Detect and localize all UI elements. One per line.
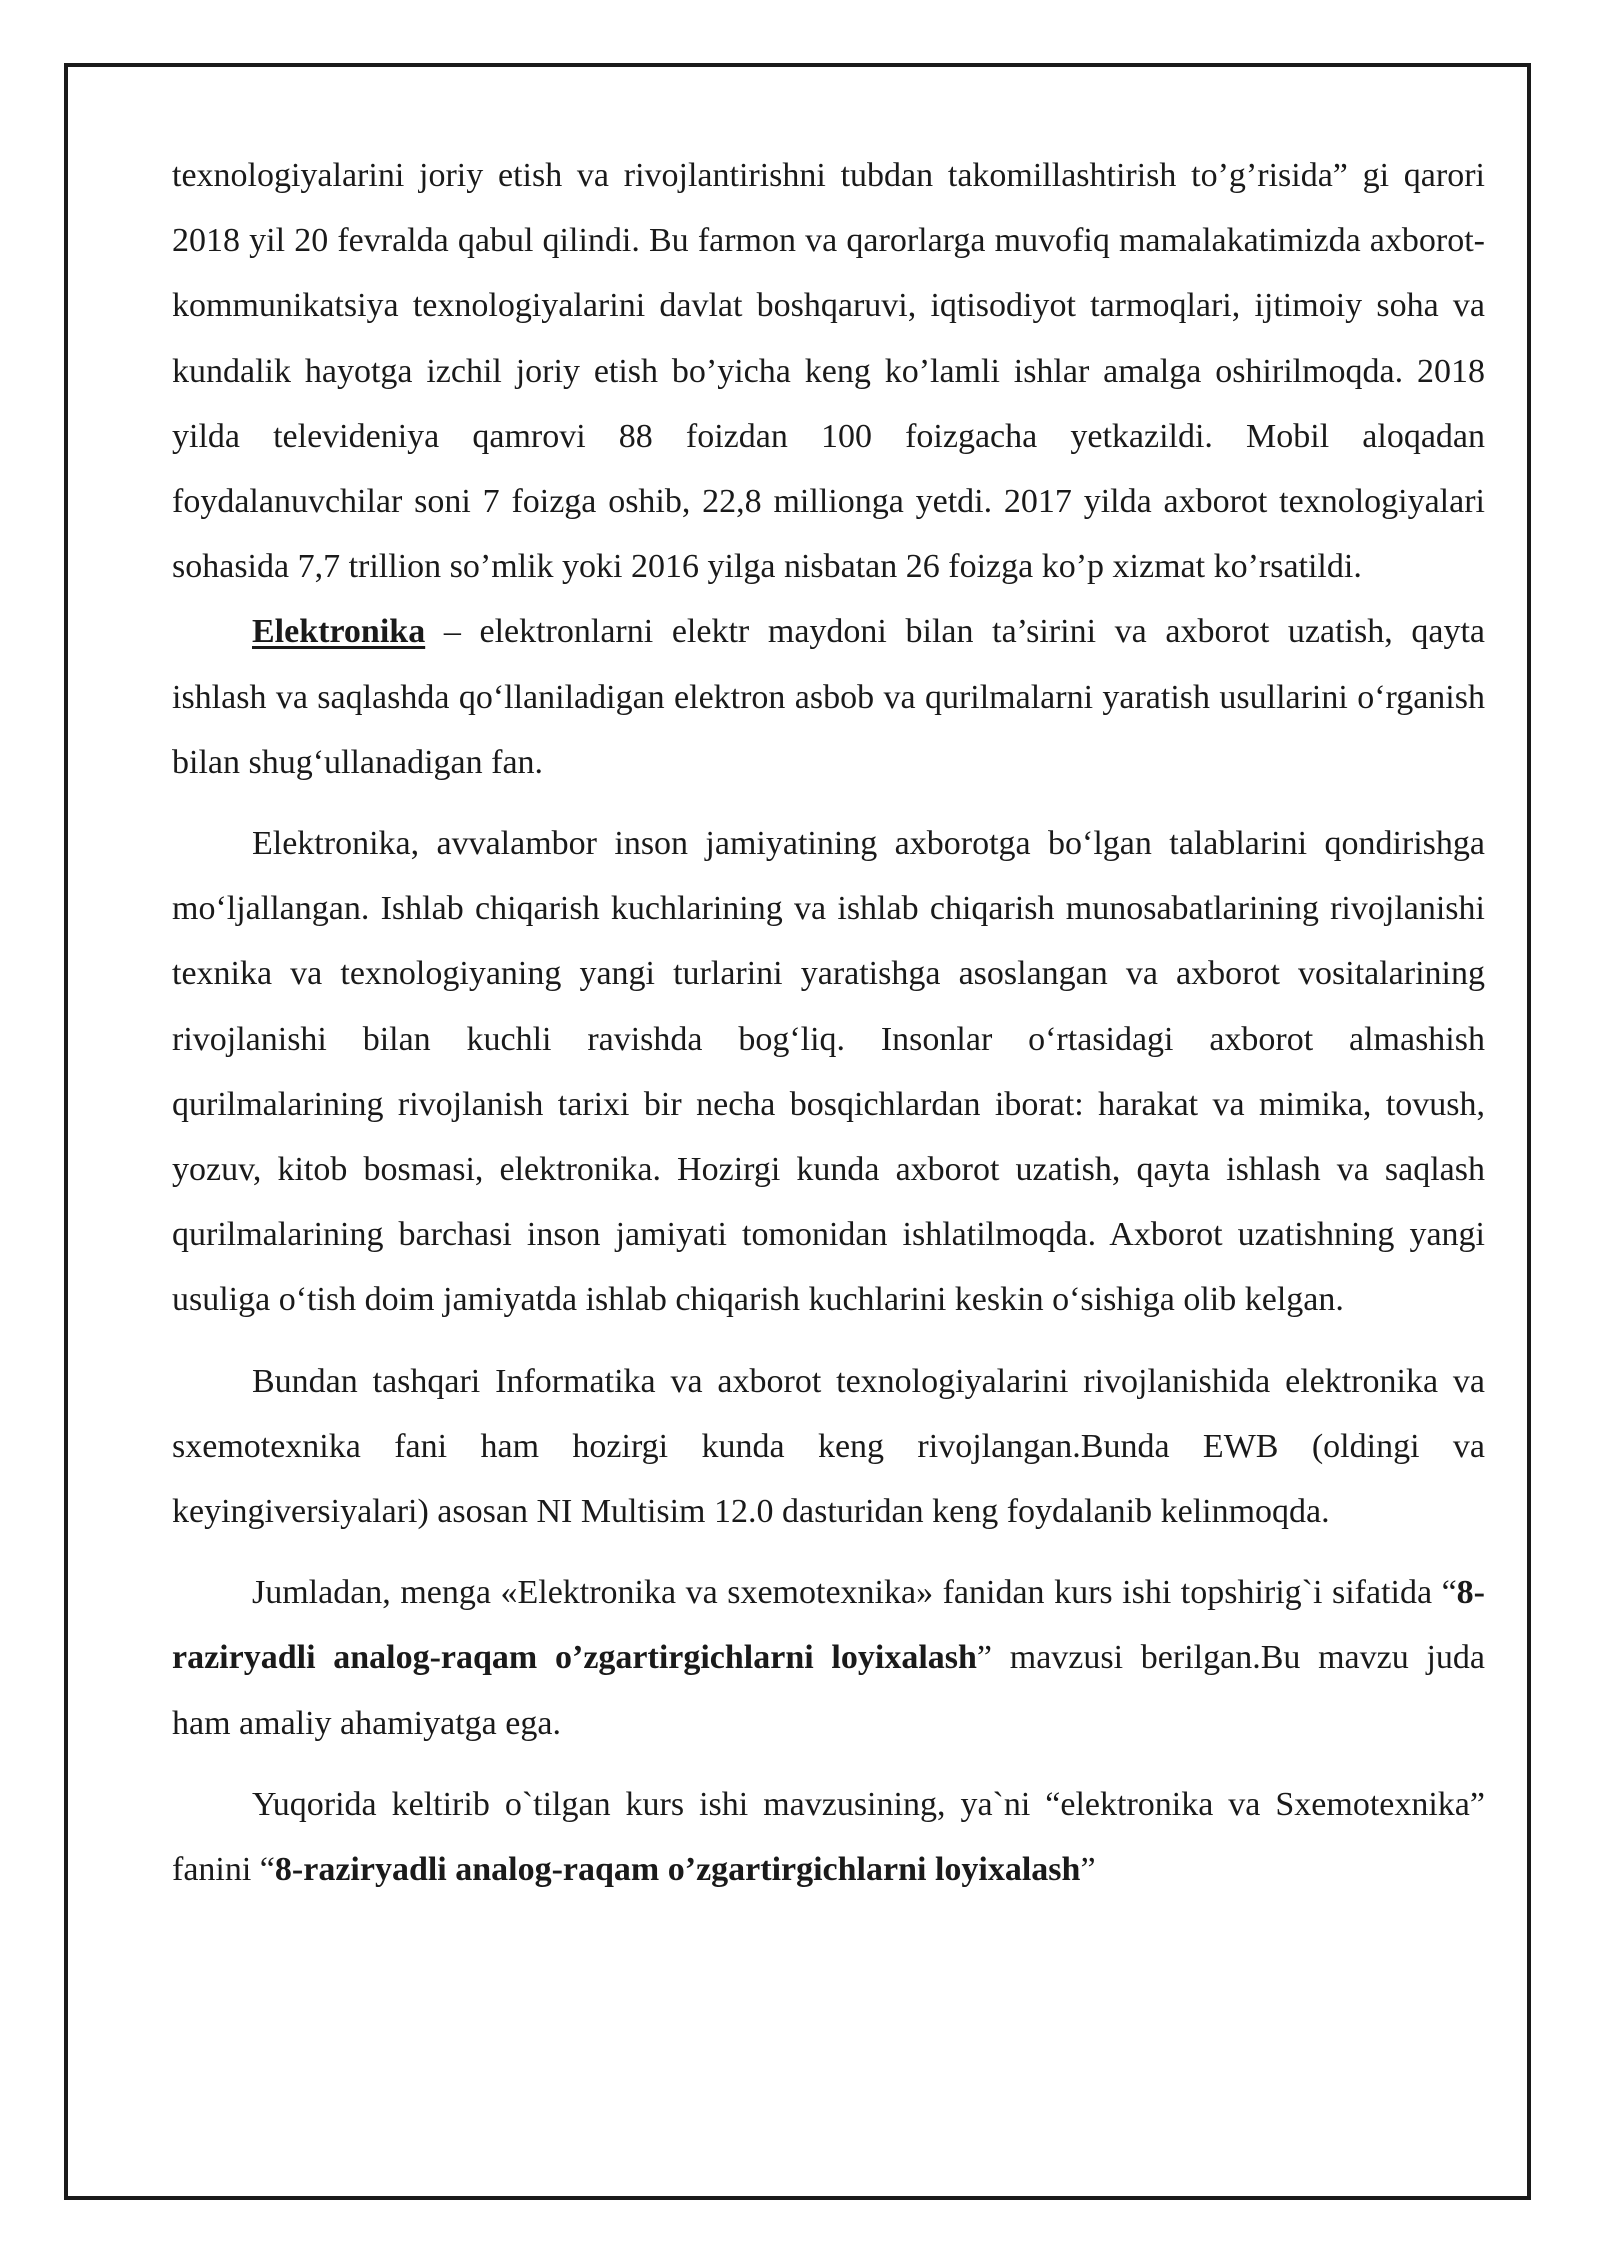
paragraph-intro-text: texnologiyalarini joriy etish va rivojlantirishni tubdan takomillashtirish to’g’risida” gi qarori 2018 yil 20 fevralda qabul qilindi. Bu farmon va qarorlarga muvofiq mamalakatimizda axborot-kommunikatsiya texnologiyalarini davlat boshqaruvi, iqtisodiyot tarmoqlari, ijtimoiy soha va kundalik hayotga izchil joriy etish bo’yicha keng ko’lamli ishlar amalga oshirilmoqda. 2018 yilda televideniya qamrovi 88 foizdan 100 foizgacha yetkazildi. Mobil aloqadan foydalanuvchilar soni 7 foizga oshib, 22,8 millionga yetdi. 2017 yilda axborot texnologiyalari sohasida 7,7 trillion so’mlik yoki 2016 yilga nisbatan 26 foizga ko’p xizmat ko’rsatildi. [172,157,1485,586]
paragraph-definition [172,599,1485,795]
paragraph-software-text: Bundan tashqari Informatika va axborot texnologiyalarini rivojlanishida elektronika va sxemotexnika fani ham hozirgi kunda keng rivojlangan.Bunda EWB (oldingi va keyingiversiyalari) asosan NI Multisim 12.0 dasturidan keng foydalanib kelinmoqda. [172,1362,1485,1531]
assignment-topic: 8-raziryadli analog-raqam o’zgartirgichlarni loyixalash [172,1574,1485,1677]
document-body [172,143,1485,1902]
paragraph-purpose-text: Elektronika, avvalambor inson jamiyatining axborotga bo‘lgan talablarini qondirishga mo‘ljallangan. Ishlab chiqarish kuchlarining va ishlab chiqarish munosabatlarining rivojlanishi texnika va texnologiyaning yangi turlarini yaratishga asoslangan va axborot vositalarining rivojlanishi bilan kuchli ravishda bog‘liq. Insonlar o‘rtasidagi axborot almashish qurilmalarining rivojlanish tarixi bir necha bosqichlardan iborat: harakat va mimika, tovush, yozuv, kitob bosmasi, elektronika. Hozirgi kunda axborot uzatish, qayta ishlash va saqlash qurilmalarining barchasi inson jamiyati tomonidan ishlatilmoqda. Axborot uzatishning yangi usuliga o‘tish doim jamiyatda ishlab chiqarish kuchlarini keskin o‘sishiga olib kelgan. [172,825,1485,1319]
paragraph-purpose [172,811,1485,1333]
assignment-text-before: Jumladan, menga «Elektronika va sxemotexnika» fanidan kurs ishi topshirig`i sifatida “ [252,1574,1457,1612]
topic-text-after: ” [1080,1851,1096,1889]
paragraph-software [172,1349,1485,1545]
paragraph-intro [172,143,1485,599]
paragraph-assignment [172,1560,1485,1756]
topic-text-before: Yuqorida keltirib o`tilgan kurs ishi mavzusining, ya`ni “elektronika va Sxemotexnika” fanini “ [172,1785,1485,1889]
topic-title: 8-raziryadli analog-raqam o’zgartirgichlarni loyixalash [274,1851,1081,1889]
paragraph-topic [172,1772,1485,1902]
term-elektronika: Elektronika [252,613,426,651]
definition-text: – elektronlarni elektr maydoni bilan ta’sirini va axborot uzatish, qayta ishlash va saqlashda qo‘llaniladigan elektron asbob va qurilmalarni yaratish usullarini o‘rganish bilan shug‘ullanadigan fan. [172,613,1485,781]
assignment-text-after: ” mavzusi berilgan.Bu mavzu juda ham amaliy ahamiyatga ega. [172,1639,1486,1742]
